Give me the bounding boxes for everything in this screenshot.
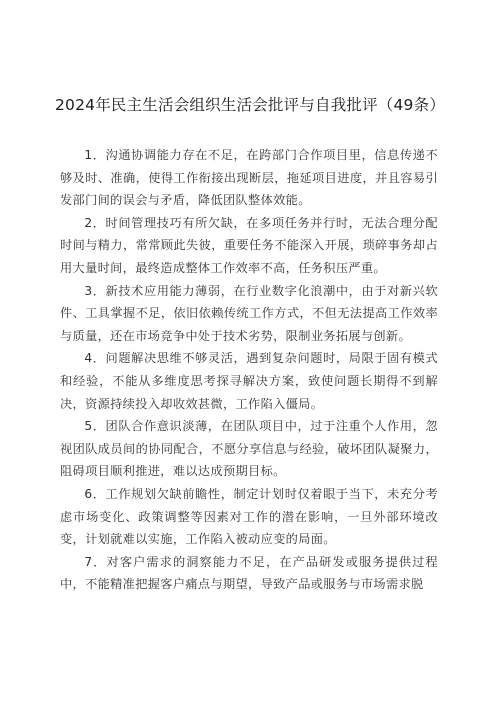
document-title: 2024年民主生活会组织生活会批评与自我批评（49条） [54, 96, 446, 114]
list-item: 4．问题解决思维不够灵活，遇到复杂问题时，局限于固有模式和经验，不能从多维度思考探寻解决方案，致使问题长期得不到解决，资源持续投入却收效甚微，工作陷入僵局。 [60, 351, 438, 411]
list-item: 6．工作规划欠缺前瞻性，制定计划时仅着眼于当下，未充分考虑市场变化、政策调整等因素对工作的潜在影响，一旦外部环境改变，计划就难以实施，工作陷入被动应变的局面。 [60, 486, 438, 547]
list-item: 7．对客户需求的洞察能力不足，在产品研发或服务提供过程中，不能精准把握客户痛点与期望，导致产品或服务与市场需求脱 [60, 554, 438, 592]
list-item: 3．新技术应用能力薄弱，在行业数字化浪潮中，由于对新兴软件、工具掌握不足，依旧依赖传统工作方式，不但无法提高工作效率与质量，还在市场竞争中处于技术劣势，限制业务拓展与创新。 [60, 283, 438, 343]
document-body [60, 144, 438, 596]
list-item: 2．时间管理技巧有所欠缺，在多项任务并行时，无法合理分配时间与精力，常常顾此失彼，重要任务不能深入开展，琐碎事务却占用大量时间，最终造成整体工作效率不高，任务积压严重。 [60, 215, 438, 275]
list-item: 5．团队合作意识淡薄，在团队项目中，过于注重个人作用，忽视团队成员间的协同配合，不愿分享信息与经验，破坏团队凝聚力，阻碍项目顺利推进，难以达成预期目标。 [60, 419, 438, 479]
list-item: 1．沟通协调能力存在不足，在跨部门合作项目里，信息传递不够及时、准确，使得工作衔接出现断层，拖延项目进度，并且容易引发部门间的误会与矛盾，降低团队整体效能。 [60, 148, 438, 208]
